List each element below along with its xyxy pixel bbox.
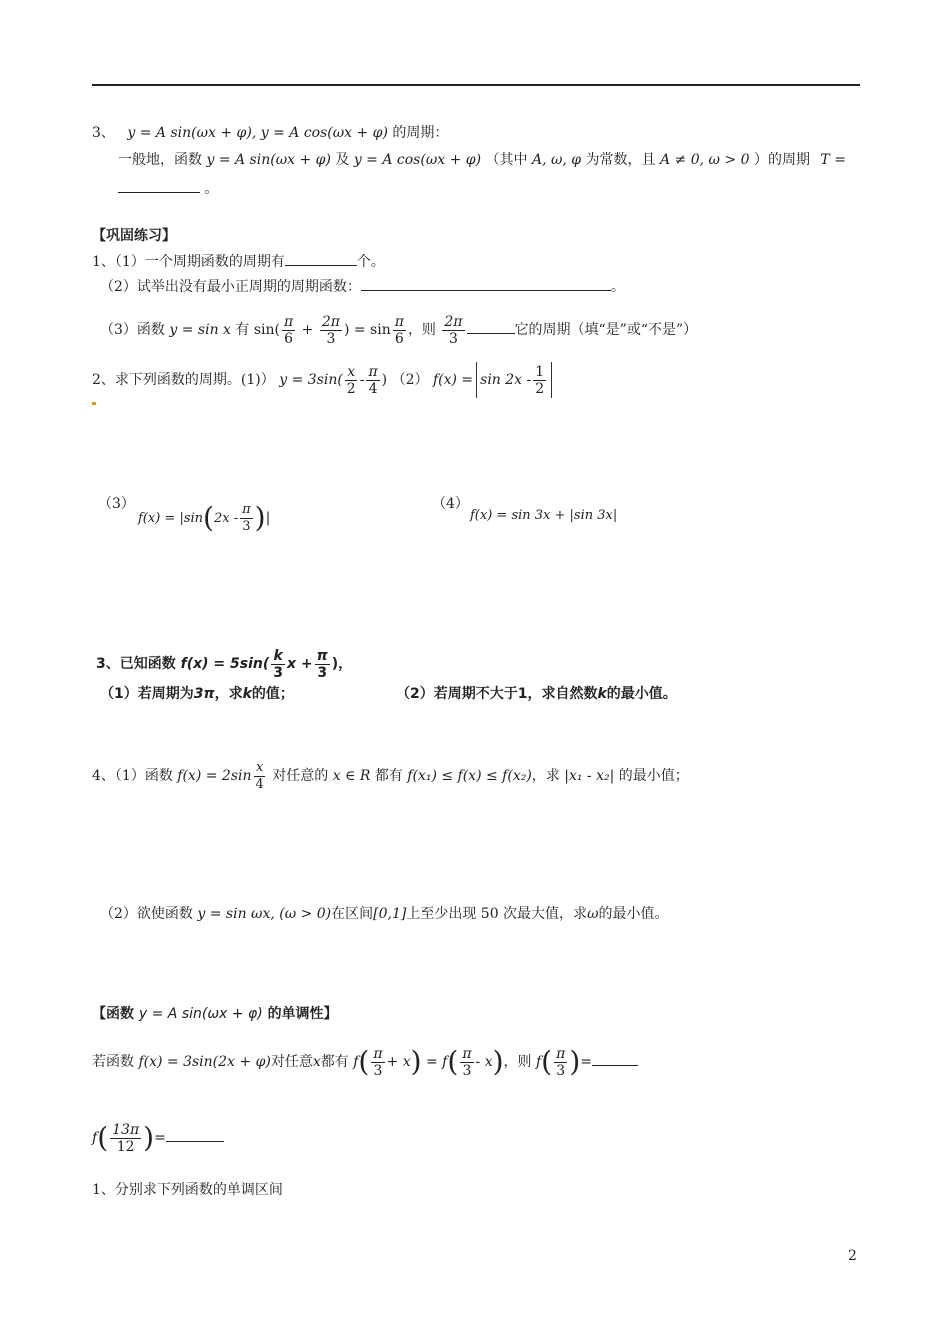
- marker-dot: [92, 402, 96, 405]
- practice-heading: 【巩固练习】: [92, 228, 176, 244]
- monotonicity-question: 若函数 f(x) = 3sin(2x + φ)对任意x都有 f( $\frac{\pi}{3}$ + x) = f( $\frac{\pi}{3}$ - x)，则 f( $\frac{\pi}{3}$ )=: [92, 1040, 638, 1084]
- answer-blank[interactable]: [592, 1051, 638, 1066]
- answer-blank[interactable]: [361, 276, 611, 291]
- answer-blank[interactable]: [467, 319, 515, 334]
- problem-2-part4-label: （4）: [432, 496, 469, 512]
- period-answer-line: 。: [118, 178, 218, 199]
- problem-4-part1: 4、（1）函数 f(x) = 2sin $\frac{x}{4}$ 对任意的 x ∈ R 都有 f(x₁) ≤ f(x) ≤ f(x₂)，求 |x₁ - x₂| 的最小值；: [92, 759, 689, 792]
- fraction: $\frac{\pi}{4}$: [368, 363, 378, 397]
- problem-2-part4: f(x) = sin 3x + |sin 3x|: [470, 508, 618, 523]
- fraction: $\frac{k}{3}$: [273, 647, 284, 681]
- header-rule: [92, 84, 860, 86]
- problem-4-part2: （2）欲使函数 y = sin ωx, (ω > 0)在区间[0,1]上至少出现 50 次最大值，求ω的最小值。: [100, 906, 669, 922]
- fraction: $\frac{\pi}{3}$: [462, 1045, 472, 1079]
- monotonicity-heading: 【函数 y = A sin(ωx + φ) 的单调性】: [92, 1006, 338, 1022]
- problem-3-sub2: （2）若周期不大于1，求自然数k的最小值。: [396, 686, 677, 702]
- answer-blank[interactable]: [118, 178, 200, 193]
- monotonic-intervals-task: 1、分别求下列函数的单调区间: [92, 1182, 283, 1198]
- fraction: $\frac{2\pi}{3}$: [321, 313, 340, 347]
- answer-blank[interactable]: [285, 251, 357, 266]
- fraction: $\frac{\pi}{3}$: [373, 1045, 383, 1079]
- fraction: $\frac{\pi}{6}$: [394, 313, 404, 347]
- fraction: $\frac{1}{2}$: [535, 363, 545, 397]
- fraction: $\frac{\pi}{3}$: [242, 501, 251, 534]
- monotonicity-question-2: f( $\frac{13\pi}{12}$ )=: [92, 1116, 224, 1160]
- problem-2-part3-label: （3）: [98, 496, 135, 512]
- practice-q1: 1、（1）一个周期函数的周期有 个。: [92, 251, 385, 272]
- problem-2: 2、求下列函数的周期。(1)） y = 3sin( $\frac{x}{2}$ - $\frac{\pi}{4}$ ) （2） f(x) = sin 2x - $\frac{1}{2}$: [92, 362, 555, 398]
- practice-q3: （3）函数 y = sin x 有 sin( $\frac{\pi}{6}$ + $\frac{2\pi}{3}$ ) = sin $\frac{\pi}{6}$ ，则 $\frac{2\pi}{3}$ 它的周期（填“是”或“不是”）: [100, 313, 698, 347]
- practice-q2: （2）试举出没有最小正周期的周期函数： 。: [100, 276, 625, 297]
- fraction: $\frac{\pi}{3}$: [316, 647, 328, 681]
- fraction: $\frac{\pi}{6}$: [284, 313, 294, 347]
- period-definition: 一般地，函数 y = A sin(ωx + φ) 及 y = A cos(ωx + φ) （其中 A, ω, φ 为常数，且 A ≠ 0, ω > 0 ）的周期 T =: [118, 152, 846, 168]
- fraction: $\frac{13\pi}{12}$: [112, 1121, 140, 1155]
- problem-3: 3、已知函数 f(x) = 5sin( $\frac{k}{3}$ x + $\frac{\pi}{3}$ )，: [96, 647, 353, 681]
- period-heading: 3、 y = A sin(ωx + φ), y = A cos(ωx + φ) 的周期：: [92, 125, 449, 141]
- problem-2-part3: f(x) = |sin(2x - $\frac{\pi}{3}$ )|: [138, 501, 271, 534]
- fraction: $\frac{x}{4}$: [255, 759, 264, 792]
- fraction: $\frac{2\pi}{3}$: [444, 313, 463, 347]
- fraction: $\frac{\pi}{3}$: [556, 1045, 566, 1079]
- answer-blank[interactable]: [166, 1127, 224, 1142]
- problem-3-sub1: （1）若周期为3π，求k的值；: [100, 686, 294, 702]
- page-number: 2: [848, 1248, 857, 1264]
- fraction: $\frac{x}{2}$: [346, 363, 356, 397]
